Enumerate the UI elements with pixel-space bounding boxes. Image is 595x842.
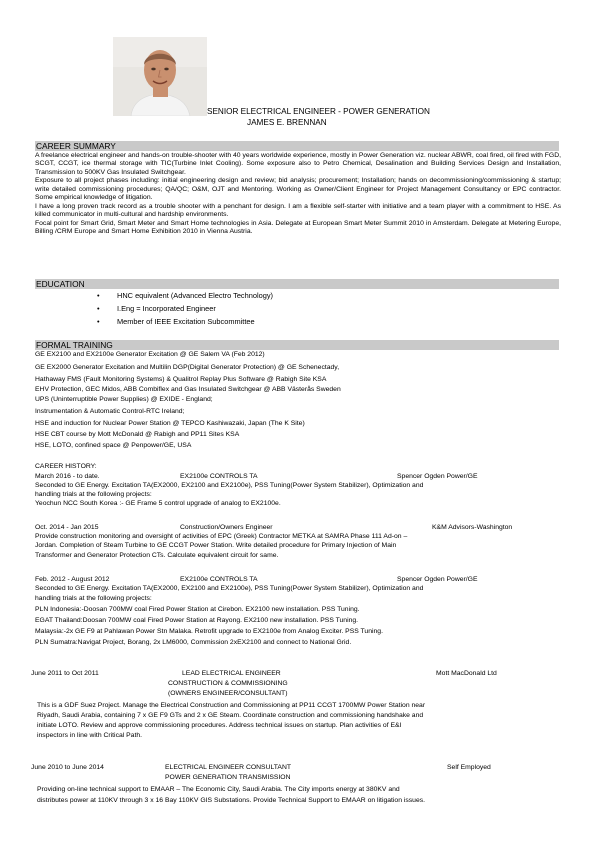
job-detail-line: handling trials at the following projects: bbox=[35, 491, 152, 498]
training-line: HSE, LOTO, confined space @ Penpower/GE, USA bbox=[35, 442, 192, 449]
job-company: K&M Advisors-Washington bbox=[432, 524, 513, 531]
job-detail-line: Jordan. Completion of Steam Turbine to GE CCGT Power Station. Write detailed procedure for Primary Injection of Main bbox=[35, 542, 397, 549]
job-detail-line: Seconded to GE Energy. Excitation TA(EX2000, EX2100 and EX2100e), PSS Tuning(Power System Stabilizer), Optimization and bbox=[35, 585, 424, 592]
bullet-icon: • bbox=[97, 317, 100, 326]
training-line: HSE and induction for Nuclear Power Station @ TEPCO Kashiwazaki, Japan (The K Site) bbox=[35, 420, 305, 427]
job-role: Construction/Owners Engineer bbox=[180, 524, 273, 531]
training-line: HSE CBT course by Mott McDonald @ Rabigh and PP11 Sites KSA bbox=[35, 431, 240, 438]
job-detail-line: handling trials at the following projects: bbox=[35, 595, 152, 602]
job-detail-line: This is a GDF Suez Project. Manage the Electrical Construction and Commissioning at PP11 CCGT 1700MW Power Station near bbox=[37, 702, 426, 709]
job-detail-line: initiate LOTO. Review and approve commissioning procedures. Address technical issues on startup. Plan activities of E&I bbox=[37, 722, 402, 729]
job-detail-line: inspectors in line with Critical Path. bbox=[37, 732, 143, 739]
career-history-heading: CAREER HISTORY: bbox=[35, 463, 97, 470]
job-role: ELECTRICAL ENGINEER CONSULTANT bbox=[165, 764, 292, 771]
education-item-text: HNC equivalent (Advanced Electro Technology) bbox=[117, 291, 273, 300]
job-role: LEAD ELECTRICAL ENGINEER bbox=[182, 670, 281, 677]
job-dates: June 2011 to Oct 2011 bbox=[31, 670, 99, 677]
education-item-text: Member of IEEE Excitation Subcommittee bbox=[117, 317, 255, 326]
job-detail-line: EGAT Thailand:Doosan 700MW coal Fired Power Station at Rayong. EX2100 new installation. PSS Tuning. bbox=[35, 617, 359, 624]
job-dates: Feb. 2012 - August 2012 bbox=[35, 576, 110, 583]
summary-paragraph: I have a long proven track record as a trouble shooter with a penchant for design. I am a flexible self-starter with initiative and a team player with a commitment to HSE. As killed communicator in multi-cultural and hardship environments. bbox=[35, 202, 561, 219]
bullet-icon: • bbox=[97, 291, 100, 300]
training-line: EHV Protection, GEC Midos, ABB Combiflex and Gas Insulated Switchgear @ ABB Västerås Sweden bbox=[35, 386, 341, 393]
training-line: UPS (Uninterruptible Power Supplies) @ EXIDE - England; bbox=[35, 396, 213, 403]
job-detail-line: PLN Sumatra:Navigat Project, Borang, 2x LM6000, Commission 2xEX2100 and connect to National Grid. bbox=[35, 639, 352, 646]
training-line: GE EX2000 Generator Excitation and Multilin DGP(Digital Generator Protection) @ GE Schenectady, bbox=[35, 364, 340, 371]
training-line: Instrumentation & Automatic Control-RTC Ireland; bbox=[35, 408, 185, 415]
training-line: Hathaway FMS (Fault Monitoring Systems) & Qualitrol Replay Plus Software @ Rabigh Site KSA bbox=[35, 376, 327, 383]
job-detail-line: Yeochun NCC South Korea :- GE Frame 5 control upgrade of analog to EX2100e. bbox=[35, 500, 281, 507]
career-summary-body bbox=[35, 152, 561, 237]
bullet-icon: • bbox=[97, 304, 100, 313]
job-detail-line: PLN Indonesia:-Doosan 700MW coal Fired Power Station at Cirebon. EX2100 new installation. PSS Tuning. bbox=[35, 606, 360, 613]
formal-training-heading: FORMAL TRAINING bbox=[35, 340, 559, 350]
job-company: Mott MacDonald Ltd bbox=[436, 670, 497, 677]
education-item-text: I.Eng = Incorporated Engineer bbox=[117, 304, 216, 313]
job-company: Spencer Ogden Power/GE bbox=[397, 473, 478, 480]
job-detail-line: Provide construction monitoring and oversight of activities of EPC (Greek) Contractor METKA at SAMRA Phase 111 Ad-on – bbox=[35, 533, 408, 540]
education-heading: EDUCATION bbox=[35, 279, 559, 289]
summary-paragraph: Exposure to all project phases including: initial engineering design and review; bid analysis; procurement; Installation; hands on decommissioning/commissioning & startup; write detailed commissioning procedures; QA/QC; O&M, OJT and Mentoring. Working as Owner/Client Engineer for Project Management Consultancy or EPC contractor. Some empirical knowledge of litigation. bbox=[35, 177, 561, 202]
candidate-name: JAMES E. BRENNAN bbox=[247, 118, 327, 127]
career-summary-heading: CAREER SUMMARY bbox=[35, 141, 559, 151]
summary-paragraph: A freelance electrical engineer and hands-on trouble-shooter with 40 years worldwide experience, mostly in Power Generation viz. nuclear ABWR, coal fired, oil fired with FGD, SCGT, CCGT, ice thermal storage with TIC(Turbine Inlet Cooling). Some exposure also to Petro Chemical, Desalination and Building Services Design and Installation, Transmission to 500KV Gas Insulated Switchgear. bbox=[35, 152, 561, 176]
job-detail-line: distributes power at 110KV through 3 x 16 Bay 110KV GIS Substations. Provide Technical Support to EMAAR on litigation issues. bbox=[37, 797, 426, 804]
job-role: CONSTRUCTION & COMMISSIONING bbox=[168, 680, 288, 687]
job-role: EX2100e CONTROLS TA bbox=[180, 576, 258, 583]
training-line: GE EX2100 and EX2100e Generator Excitation @ GE Salem VA (Feb 2012) bbox=[35, 351, 265, 358]
job-dates: Oct. 2014 - Jan 2015 bbox=[35, 524, 99, 531]
job-company: Self Employed bbox=[447, 764, 491, 771]
summary-paragraph: Focal point for Smart Grid, Smart Meter and Smart Home technologies in Asia. Delegate at European Smart Meter Summit 2010 in Amsterdam. Delegate at Metering Europe, Billing /CRM Europe and Smart Home Exhibition 2010 in Vienna Austria. bbox=[35, 219, 561, 236]
job-detail-line: Providing on-line technical support to EMAAR – The Economic City, Saudi Arabia. The City imports energy at 380KV and bbox=[37, 786, 400, 793]
job-role: (OWNERS ENGINEER/CONSULTANT) bbox=[168, 690, 288, 697]
job-dates: March 2016 - to date. bbox=[35, 473, 100, 480]
job-detail-line: Seconded to GE Energy. Excitation TA(EX2000, EX2100 and EX2100e), PSS Tuning(Power System Stabilizer), Optimization and bbox=[35, 482, 424, 489]
job-dates: June 2010 to June 2014 bbox=[31, 764, 104, 771]
job-detail-line: Transformer and Generator Protection CTs. Calculate equivalent circuit for same. bbox=[35, 552, 279, 559]
job-company: Spencer Ogden Power/GE bbox=[397, 576, 478, 583]
profile-photo bbox=[113, 37, 207, 116]
job-detail-line: Riyadh, Saudi Arabia, containing 7 x GE F9 GTs and 2 x GE Steam. Coordinate construction and commissioning handshake and bbox=[37, 712, 424, 719]
portrait-image bbox=[113, 37, 207, 116]
job-detail-line: Malaysia:-2x GE F9 at Pahlawan Power Stn Malaka. Retrofit upgrade to EX2100e from Analog Exciter. PSS Tuning. bbox=[35, 628, 383, 635]
resume-title: SENIOR ELECTRICAL ENGINEER - POWER GENERATION bbox=[207, 107, 430, 116]
job-role: POWER GENERATION TRANSMISSION bbox=[165, 774, 291, 781]
job-role: EX2100e CONTROLS TA bbox=[180, 473, 258, 480]
